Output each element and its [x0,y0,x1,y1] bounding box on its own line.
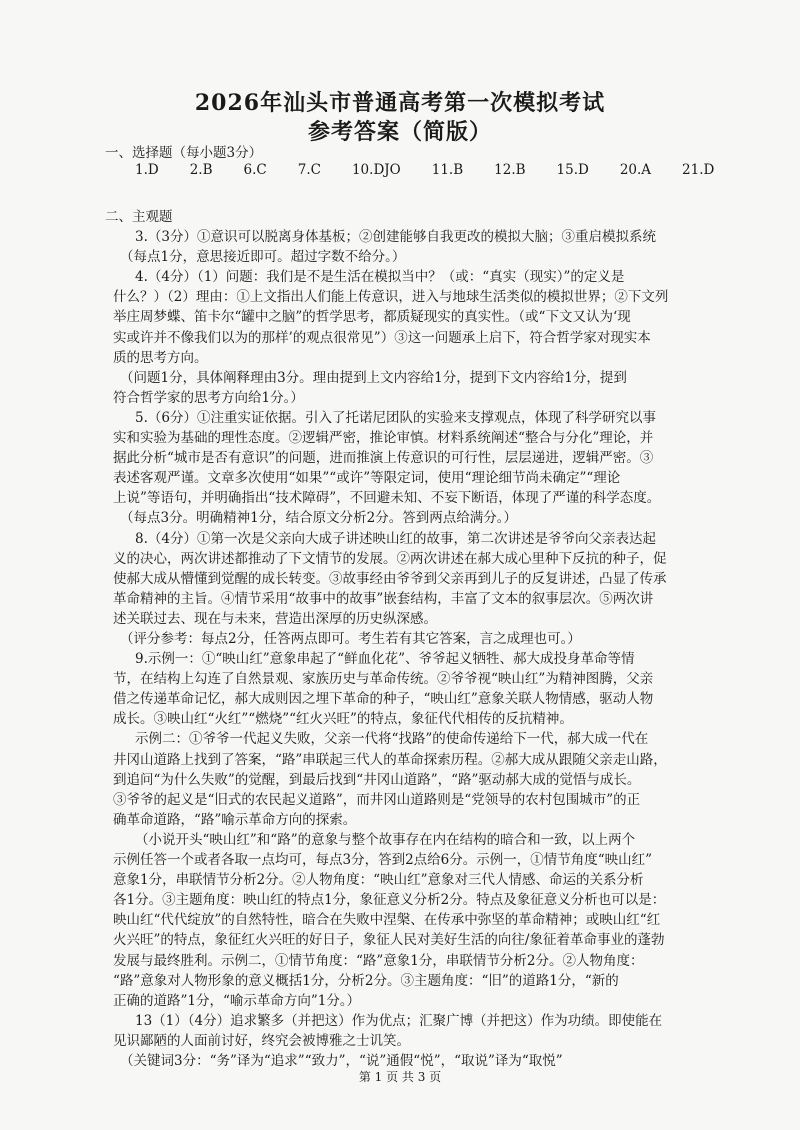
mc-answer: 11.B [431,162,464,178]
section1-heading: 一、选择题（每小题3分） [105,145,263,161]
answer-line: 8.（4分）①第一次是父亲向大成子讲述映山红的故事，第二次讲述是爷爷向父亲表达起 [135,530,656,547]
mc-answer: 21.D [682,162,715,178]
answer-line: 实或许并不像我们以为的那样’的观点很常见”）③这一问题承上启下，符合哲学家对现实本 [113,329,651,346]
answer-line: 述关联过去、现在与未来，营造出深厚的历史纵深感。 [113,610,437,627]
mc-answer: 2.B [189,162,213,178]
answer-line: （评分参考：每点2分，任答两点即可。考生若有其它答案，言之成理也可。） [120,631,581,647]
answer-line: 义的决心，两次讲述都推动了下文情节的发展。②两次讲述在郝大成心里种下反抗的种子，促 [113,550,667,567]
answer-line: ③爷爷的起义是“旧式的农民起义道路”，而井冈山道路则是“党领导的农村包围城市”的正 [113,791,641,808]
answer-line: （小说开头“映山红”和“路”的意象与整个故事存在内在结构的暗合和一致，以上两个 [135,831,636,848]
answer-line: 借之传递革命记忆，郝大成则因之埋下革命的种子，“映山红”意象关联人物情感，驱动人物 [113,691,654,708]
answer-line: 举庄周梦蝶、笛卡尔“罐中之脑”的哲学思考，都质疑现实的真实性。（或“下文又认为‘现 [113,309,631,326]
page-subtitle: 参考答案（简版） [307,119,492,145]
mc-answer: 12.B [494,162,526,178]
answer-line: 见识鄙陋的人面前讨好，终究会被博雅之士讥笑。 [113,1032,410,1049]
answer-line: 质的思考方向。 [113,349,208,366]
mc-answer: 1.D [135,162,159,178]
answer-line: 符合哲学家的思考方向给1分。） [113,389,304,406]
answer-line: 实和实验为基础的理性态度。②逻辑严密，推论审慎。材料系统阐述“整合与分化”理论，并 [113,430,654,446]
answer-line: 示例二：①爷爷一代起义失败，父亲一代将“找路”的使命传递给下一代，郝大成一代在 [135,731,649,748]
answer-line: （每点3分。明确精神1分，结合原文分析2分。答到两点给满分。） [120,510,518,527]
page-title: 2026年汕头市普通高考第一次模拟考试 [194,90,606,116]
section2-heading: 二、主观题 [105,209,173,225]
answer-line: 13（1）（4分）追求繁多（并把这）作为优点；汇聚广博（并把这）作为功绩。即使能在 [135,1012,663,1029]
answer-line: 3.（3分）①意识可以脱离身体基板；②创建能够自我更改的模拟大脑；③重启模拟系统 [135,229,656,245]
answer-line: 映山红“代代绽放”的自然特性，暗合在失败中涅槃、在传承中弥坚的革命精神；或映山红“红 [113,912,661,929]
answer-line: （关键词3分：“务”译为“追求”“致力”，“说”通假“悦”，“取说”译为“取悦” [120,1053,563,1069]
answer-line: 9.示例一：①“映山红”意象串起了“鲜血化花”、爷爷起义牺牲、郝大成投身革命等情 [135,651,635,667]
answer-line: 正确的道路”1分，“喻示革命方向”1分。） [113,992,361,1009]
answer-line: 使郝大成从懵懂到觉醒的成长转变。③故事经由爷爷到父亲再到儿子的反复讲述，凸显了传承 [113,570,667,587]
answer-line: “路”意象对人物形象的意义概括1分，分析2分。③主题角度：“旧”的道路1分，“新的 [113,972,619,989]
mc-answer: 7.C [297,162,321,178]
answer-line: 火兴旺”的特点，象征红火兴旺的好日子，象征人民对美好生活的向往/象征着革命事业的蓬勃 [113,932,665,949]
answer-line: 发展与最终胜利。示例二，①情节角度：“路”意象1分，串联情节分析2分。②人物角度： [113,952,644,969]
answer-line: 示例任答一个或者各取一点均可，每点3分，答到2点给6分。示例一，①情节角度“映山红” [113,852,653,868]
mc-answer: 15.D [556,162,589,178]
answer-line: （问题1分，具体阐释理由3分。理由提到上文内容给1分，提到下文内容给1分，提到 [120,369,627,386]
mc-answer: 6.C [243,162,267,178]
answer-line: （每点1分，意思接近即可。超过字数不给分。） [120,249,406,266]
answer-line: 5.（6分）①注重实证依据。引入了托诺尼团队的实验来支撑观点，体现了科学研究以事 [135,409,656,426]
answer-line: 意象1分，串联情节分析2分。②人物角度：“映山红”意象对三代人情感、命运的关系分析 [113,872,644,889]
answer-line: 井冈山道路上找到了答案，“路”串联起三代人的革命探索历程。②郝大成从跟随父亲走山路， [113,751,667,768]
answer-line: 成长。③映山红“火红”“燃烧”“红火兴旺”的特点，象征代代相传的反抗精神。 [113,711,573,728]
mc-answers [135,162,745,178]
mc-answer: 10.DJO [351,162,401,178]
answer-line: 什么？）（2）理由：①上文指出人们能上传意识，进入与地球生活类似的模拟世界；②下文列 [113,289,669,306]
answer-line: 到追问“为什么失败”的觉醒，到最后找到“井冈山道路”，“路”驱动郝大成的觉悟与成长。 [113,771,641,788]
answer-line: 据此分析“城市是否有意识”的问题，进而推演上传意识的可行性，层层递进，逻辑严密。③ [113,450,654,467]
answer-line: 革命精神的主旨。④情节采用“故事中的故事”嵌套结构，丰富了文本的叙事层次。⑤两次讲 [113,590,654,607]
answer-line: 节，在结构上勾连了自然景观、家族历史与革命传统。②爷爷视“映山红”为精神图腾，父亲 [113,671,654,688]
mc-answer: 20.A [619,162,652,178]
page-footer: 第 1 页 共 3 页 [358,1070,442,1084]
answer-line: 确革命道路，“路”喻示革命方向的探索。 [113,811,357,828]
answer-line: 4.（4分）（1）问题：我们是不是生活在模拟当中？（或：“真实（现实）”的定义是 [135,269,625,286]
answer-line: 上说”等语句，并明确指出“技术障碍”，不回避未知、不妄下断语，体现了严谨的科学态度。 [113,490,661,507]
answer-line: 各1分。③主题角度：映山红的特点1分，象征意义分析2分。特点及象征意义分析也可以是： [113,892,666,909]
answer-line: 表述客观严谨。文章多次使用“如果”“或许”等限定词，使用“理论细节尚未确定”“理论 [113,470,621,487]
